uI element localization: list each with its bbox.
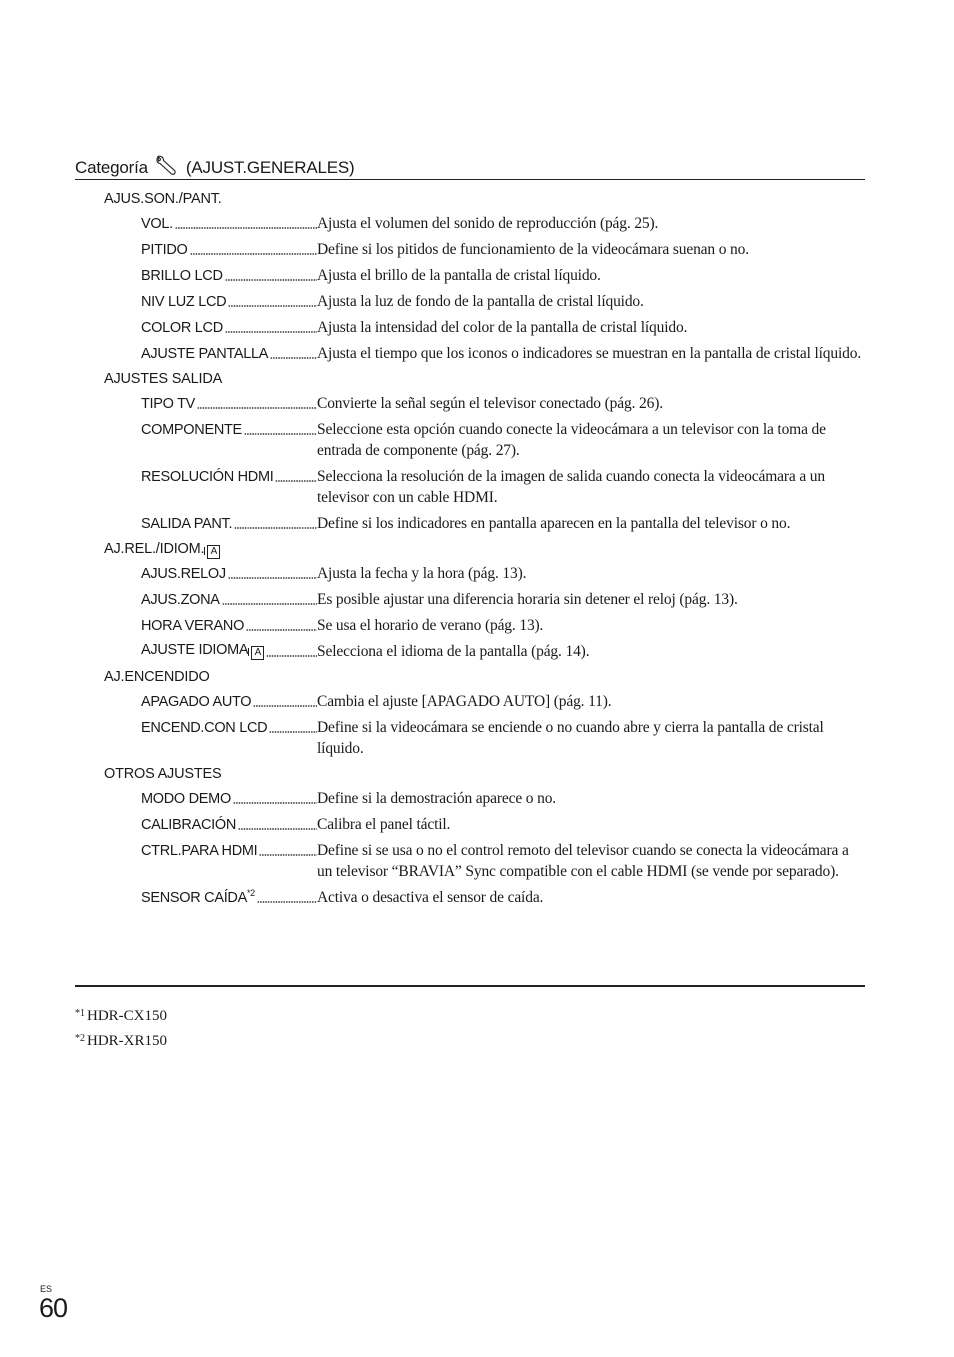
setting-item bbox=[141, 464, 865, 511]
section-title bbox=[104, 367, 865, 391]
setting-term-label bbox=[141, 720, 269, 736]
setting-term-text: NIV LUZ LCD bbox=[141, 294, 227, 310]
setting-term-text: CALIBRACIÓN bbox=[141, 817, 236, 833]
setting-description: Ajusta la fecha y la hora (pág. 13). bbox=[317, 565, 527, 582]
setting-description: Selecciona el idioma de la pantalla (pág. 14). bbox=[317, 643, 590, 660]
setting-description: Define si la videocámara se enciende o no cuando abre y cierra la pantalla de cristal líquido. bbox=[317, 719, 824, 757]
setting-term bbox=[141, 692, 317, 710]
setting-term-text: RESOLUCIÓN HDMI bbox=[141, 469, 274, 485]
setting-item bbox=[141, 812, 865, 838]
setting-item bbox=[141, 715, 865, 762]
leader-dots bbox=[225, 279, 317, 281]
section-title bbox=[104, 762, 865, 786]
bottom-rule bbox=[75, 985, 865, 987]
leader-dots bbox=[244, 433, 317, 435]
setting-term-label bbox=[141, 642, 266, 660]
setting-item bbox=[141, 211, 865, 237]
setting-term-label bbox=[141, 694, 253, 710]
leader-dots bbox=[246, 629, 317, 631]
footnote-mark: *1 bbox=[75, 1008, 85, 1019]
setting-term bbox=[141, 240, 317, 258]
leader-dots bbox=[234, 527, 317, 529]
leader-dots bbox=[190, 253, 317, 255]
setting-term-label bbox=[141, 268, 225, 284]
setting-term-text: AJUS.RELOJ bbox=[141, 566, 226, 582]
setting-term-text: TIPO TV bbox=[141, 396, 196, 412]
category-label: Categoría bbox=[75, 158, 148, 177]
setting-term bbox=[141, 590, 317, 608]
language-icon: A bbox=[251, 646, 264, 660]
leader-dots bbox=[269, 731, 317, 733]
section-title-text: AJ.REL./IDIOM. bbox=[104, 541, 205, 557]
setting-term-text: AJUSTE IDIOMA bbox=[141, 642, 249, 658]
setting-term bbox=[141, 718, 317, 736]
setting-term-label bbox=[141, 618, 246, 634]
setting-term-label bbox=[141, 890, 257, 906]
setting-description: Calibra el panel táctil. bbox=[317, 816, 451, 833]
leader-dots bbox=[233, 802, 317, 804]
setting-item bbox=[141, 289, 865, 315]
setting-description: Activa o desactiva el sensor de caída. bbox=[317, 889, 544, 906]
category-name: (AJUST.GENERALES) bbox=[185, 158, 355, 177]
setting-term-label bbox=[141, 469, 275, 485]
wrench-icon bbox=[155, 154, 179, 181]
setting-item bbox=[141, 587, 865, 613]
category-header bbox=[75, 148, 865, 180]
setting-term-label bbox=[141, 592, 222, 608]
setting-item bbox=[141, 237, 865, 263]
setting-term bbox=[141, 888, 317, 906]
setting-item bbox=[141, 639, 865, 665]
setting-term bbox=[141, 514, 317, 532]
language-code: ES bbox=[40, 1284, 53, 1294]
setting-term-label bbox=[141, 320, 225, 336]
footnote-text: HDR-CX150 bbox=[87, 1008, 168, 1024]
leader-dots bbox=[270, 357, 317, 359]
setting-term-label bbox=[141, 346, 270, 362]
leader-dots bbox=[266, 655, 317, 657]
leader-dots bbox=[257, 901, 317, 903]
setting-term-text: BRILLO LCD bbox=[141, 268, 223, 284]
leader-dots bbox=[222, 603, 317, 605]
setting-term-label bbox=[141, 817, 238, 833]
leader-dots bbox=[228, 577, 317, 579]
setting-term bbox=[141, 841, 317, 859]
section-title bbox=[104, 537, 865, 561]
setting-term bbox=[141, 467, 317, 485]
setting-term-text: HORA VERANO bbox=[141, 618, 245, 634]
setting-term bbox=[141, 420, 317, 438]
setting-item bbox=[141, 885, 865, 911]
setting-description: Ajusta el tiempo que los iconos o indicadores se muestran en la pantalla de cristal líquido. bbox=[317, 345, 862, 362]
setting-description: Ajusta la intensidad del color de la pantalla de cristal líquido. bbox=[317, 319, 688, 336]
setting-term-text: COMPONENTE bbox=[141, 422, 242, 438]
setting-term-text: VOL. bbox=[141, 216, 173, 232]
section-title-text: AJ.ENCENDIDO bbox=[104, 669, 210, 685]
section-title-text: AJUS.SON./PANT. bbox=[104, 191, 222, 207]
setting-term-text: AJUSTE PANTALLA bbox=[141, 346, 269, 362]
setting-description: Ajusta la luz de fondo de la pantalla de cristal líquido. bbox=[317, 293, 644, 310]
setting-term-label bbox=[141, 396, 197, 412]
setting-term-text: ENCEND.CON LCD bbox=[141, 720, 268, 736]
setting-term bbox=[141, 815, 317, 833]
setting-term bbox=[141, 292, 317, 310]
setting-term-label bbox=[141, 242, 190, 258]
setting-term bbox=[141, 394, 317, 412]
setting-term bbox=[141, 344, 317, 362]
setting-description: Ajusta el volumen del sonido de reproducción (pág. 25). bbox=[317, 215, 659, 232]
setting-term-text: MODO DEMO bbox=[141, 791, 231, 807]
setting-item bbox=[141, 511, 865, 537]
settings-list bbox=[75, 187, 865, 911]
setting-item bbox=[141, 417, 865, 464]
setting-term-label bbox=[141, 791, 233, 807]
section-title-text: AJUSTES SALIDA bbox=[104, 371, 223, 387]
setting-term bbox=[141, 564, 317, 582]
setting-description: Selecciona la resolución de la imagen de salida cuando conecta la videocámara a un televisor con un cable HDMI. bbox=[317, 468, 826, 506]
setting-item bbox=[141, 561, 865, 587]
setting-description: Cambia el ajuste [APAGADO AUTO] (pág. 11). bbox=[317, 693, 612, 710]
leader-dots bbox=[275, 480, 317, 482]
setting-description: Es posible ajustar una diferencia horaria sin detener el reloj (pág. 13). bbox=[317, 591, 738, 608]
setting-description: Se usa el horario de verano (pág. 13). bbox=[317, 617, 544, 634]
setting-term-label bbox=[141, 216, 175, 232]
leader-dots bbox=[228, 305, 317, 307]
setting-term bbox=[141, 642, 317, 660]
setting-term bbox=[141, 266, 317, 284]
setting-term-text: AJUS.ZONA bbox=[141, 592, 220, 608]
setting-term-text: SALIDA PANT. bbox=[141, 516, 233, 532]
setting-term-label bbox=[141, 566, 228, 582]
setting-term-text: CTRL.PARA HDMI bbox=[141, 843, 258, 859]
setting-description: Define si la demostración aparece o no. bbox=[317, 790, 557, 807]
leader-dots bbox=[238, 828, 317, 830]
section-title bbox=[104, 187, 865, 211]
setting-item bbox=[141, 786, 865, 812]
setting-term bbox=[141, 214, 317, 232]
setting-description: Seleccione esta opción cuando conecte la videocámara a un televisor con la toma de entrada de componente (pág. 27). bbox=[317, 421, 826, 459]
setting-description: Define si los indicadores en pantalla aparecen en la pantalla del televisor o no. bbox=[317, 515, 791, 532]
setting-item bbox=[141, 689, 865, 715]
footnote-mark: *2 bbox=[75, 1033, 85, 1044]
setting-term-text: PITIDO bbox=[141, 242, 188, 258]
leader-dots bbox=[225, 331, 317, 333]
page-number: 60 bbox=[39, 1293, 68, 1323]
footnote-reference: *2 bbox=[246, 888, 255, 898]
setting-term bbox=[141, 318, 317, 336]
setting-description: Convierte la señal según el televisor conectado (pág. 26). bbox=[317, 395, 663, 412]
setting-term-label bbox=[141, 516, 234, 532]
setting-description: Define si los pitidos de funcionamiento de la videocámara suenan o no. bbox=[317, 241, 749, 258]
setting-term-text: SENSOR CAÍDA bbox=[141, 890, 247, 906]
leader-dots bbox=[197, 407, 317, 409]
setting-description: Define si se usa o no el control remoto del televisor cuando se conecta la videocámara a un televisor “BRAVIA” Sync compatible con el cable HDMI (se vende por separado). bbox=[317, 842, 849, 880]
setting-item bbox=[141, 391, 865, 417]
setting-item bbox=[141, 838, 865, 885]
setting-term bbox=[141, 789, 317, 807]
setting-term-label bbox=[141, 843, 259, 859]
setting-item bbox=[141, 341, 865, 367]
setting-term-label bbox=[141, 422, 244, 438]
footnote bbox=[75, 1028, 167, 1053]
setting-item bbox=[141, 315, 865, 341]
setting-term-label bbox=[141, 294, 228, 310]
setting-description: Ajusta el brillo de la pantalla de cristal líquido. bbox=[317, 267, 601, 284]
setting-item bbox=[141, 263, 865, 289]
leader-dots bbox=[253, 705, 317, 707]
footnote-text: HDR-XR150 bbox=[87, 1033, 168, 1049]
leader-dots bbox=[259, 854, 317, 856]
section-title bbox=[104, 665, 865, 689]
setting-item bbox=[141, 613, 865, 639]
leader-dots bbox=[175, 227, 317, 229]
setting-term bbox=[141, 616, 317, 634]
section-title-text: OTROS AJUSTES bbox=[104, 766, 222, 782]
setting-term-text: APAGADO AUTO bbox=[141, 694, 252, 710]
footnotes bbox=[75, 1003, 167, 1053]
footnote bbox=[75, 1003, 167, 1028]
setting-term-text: COLOR LCD bbox=[141, 320, 223, 336]
language-icon: A bbox=[207, 545, 220, 559]
